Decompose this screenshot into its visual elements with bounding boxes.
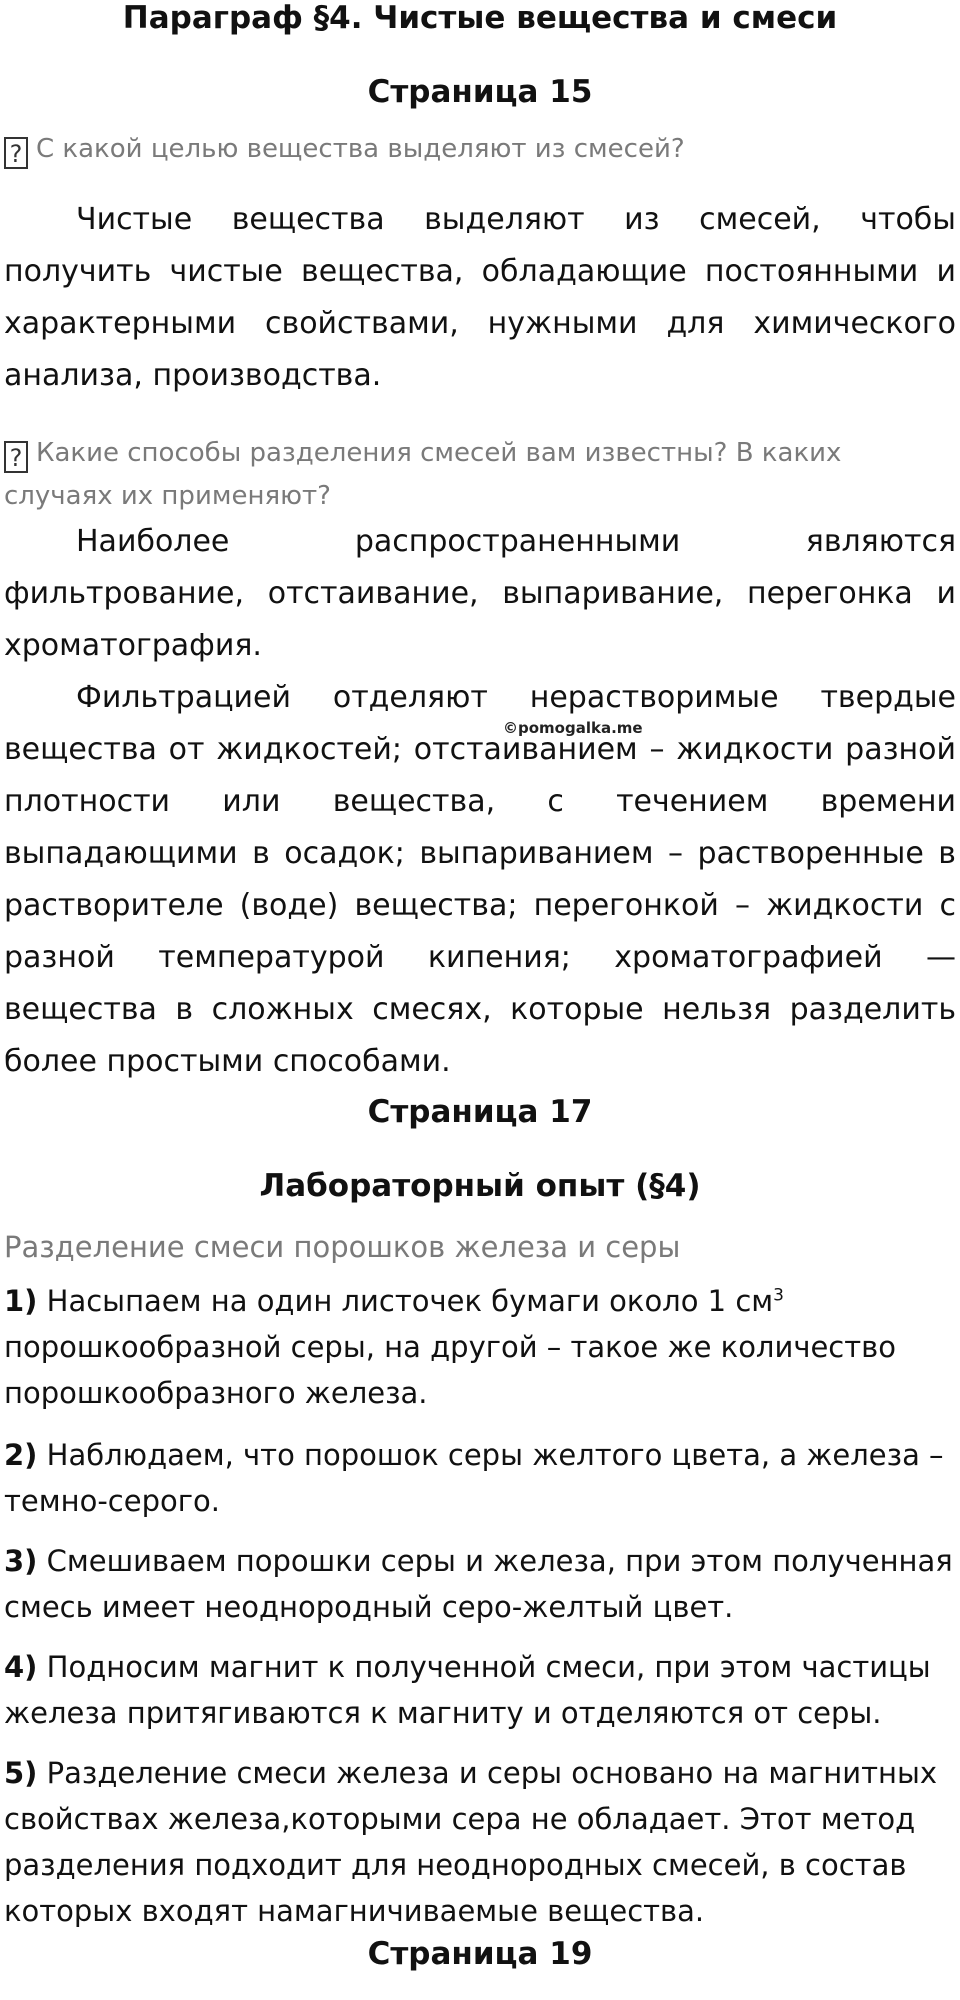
list-item [4,1538,956,1630]
step-text-continued: порошкообразной серы, на другой – такое же количество порошкообразного железа. [4,1330,896,1410]
step-text: Наблюдаем, что порошок серы желтого цвета, а железа – темно-серого. [4,1438,944,1518]
list-item [4,1278,956,1416]
step-number: 4) [4,1650,38,1684]
step-text: Насыпаем на один листочек бумаги около 1 см [46,1284,774,1318]
question-1-text: С какой целью вещества выделяют из смесей? [36,134,685,164]
answer-2 [4,516,956,672]
question-1 [4,128,944,171]
step-text: Подносим магнит к полученной смеси, при этом частицы железа притягиваются к магниту и отделяются от серы. [4,1650,931,1730]
lab-subtitle: Разделение смеси порошков железа и серы [4,1230,681,1264]
question-mark-icon: ? [4,137,28,169]
question-mark-icon: ? [4,441,28,473]
answer-1 [4,194,956,402]
page-title: Параграф §4. Чистые вещества и смеси [122,0,838,36]
step-number: 5) [4,1756,38,1790]
section-heading-page-17: Страница 17 [367,1094,593,1130]
watermark: ©pomogalka.me [503,719,643,737]
section-heading-page-19: Страница 19 [367,1936,593,1972]
answer-3-text: Фильтрацией отделяют нерастворимые твердые вещества от жидкостей; отстаиванием – жидкости разной плотности или вещества, с течением времени выпадающими в осадок; выпариванием – растворенные в растворителе (воде) вещества; перегонкой – жидкости с разной температурой кипения; хроматографией — вещества в сложных смесях, которые нельзя разделить более простыми способами. [4,680,956,1079]
step-number: 1) [4,1284,38,1318]
step-number: 2) [4,1438,38,1472]
question-2 [4,432,944,518]
step-text: Разделение смеси железа и серы основано на магнитных свойствах железа,которыми сера не обладает. Этот метод разделения подходит для неоднородных смесей, в состав которых входят намагничиваемые вещества. [4,1756,938,1928]
question-2-text: Какие способы разделения смесей вам известны? В каких случаях их применяют? [4,438,842,511]
superscript: 3 [773,1285,784,1306]
lab-title: Лабораторный опыт (§4) [259,1168,701,1204]
step-number: 3) [4,1544,38,1578]
section-heading-page-15: Страница 15 [367,74,593,110]
answer-1-text: Чистые вещества выделяют из смесей, чтобы получить чистые вещества, обладающие постоянными и характерными свойствами, нужными для химического анализа, производства. [4,202,956,393]
list-item [4,1432,956,1524]
list-item [4,1644,956,1736]
list-item [4,1750,956,1934]
step-text: Смешиваем порошки серы и железа, при этом полученная смесь имеет неоднородный серо-желтый цвет. [4,1544,953,1624]
answer-3 [4,672,956,1088]
answer-2-text: Наиболее распространенными являются фильтрование, отстаивание, выпаривание, перегонка и хроматография. [4,524,956,663]
